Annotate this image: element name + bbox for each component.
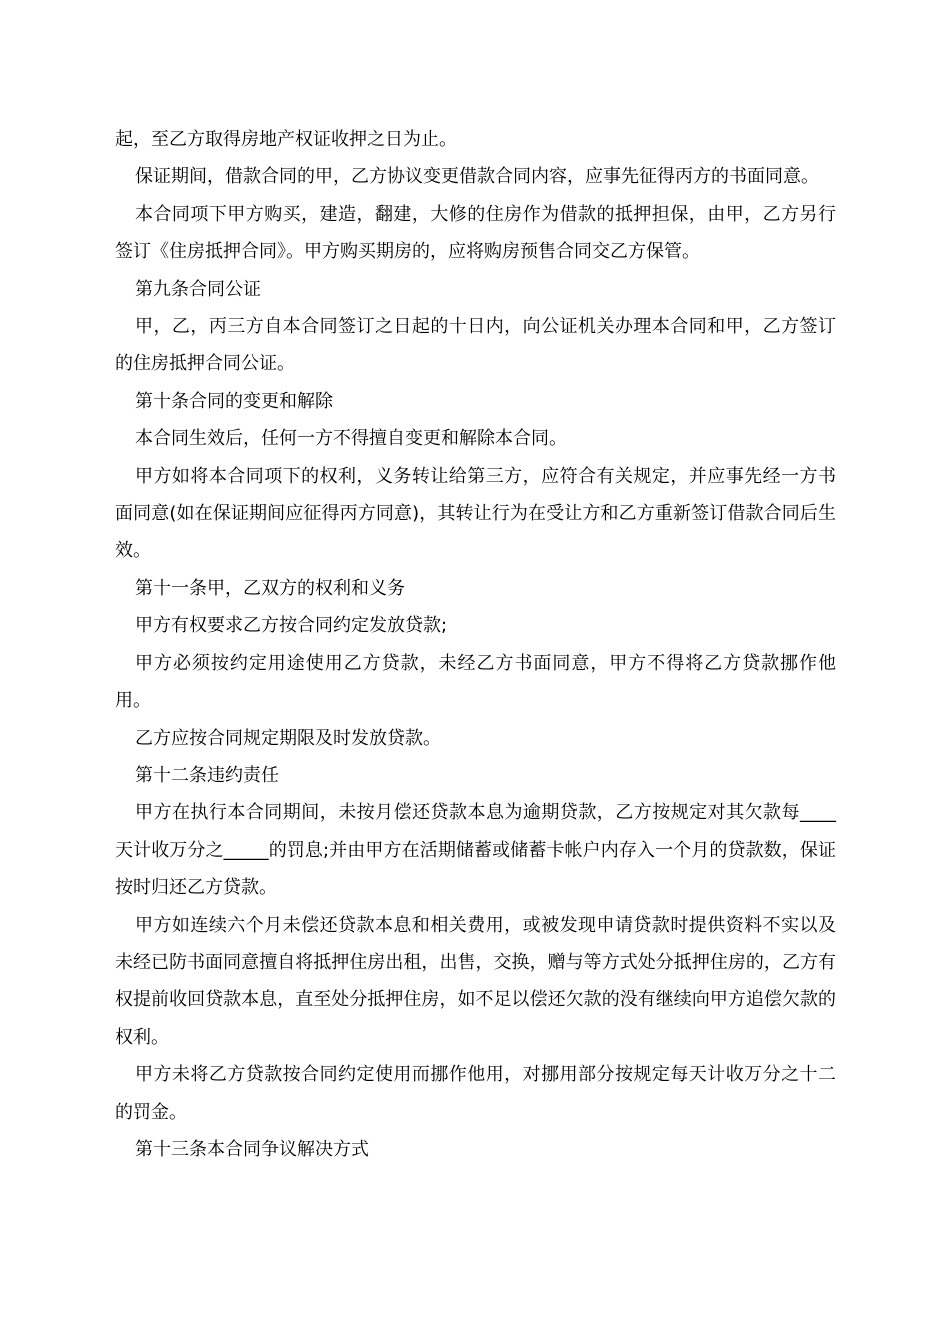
paragraph-misuse-fine: 甲方未将乙方贷款按合同约定使用而挪作他用，对挪用部分按规定每天计收万分之十二的罚金。 [115,1064,836,1123]
section-heading-12: 第十二条违约责任 [135,764,279,786]
section-heading-11: 第十一条甲，乙双方的权利和义务 [135,577,405,599]
document-body [115,121,836,1168]
paragraph-timely-release: 乙方应按合同规定期限及时发放贷款。 [135,727,441,749]
paragraph-no-unilateral-change: 本合同生效后，任何一方不得擅自变更和解除本合同。 [135,428,567,450]
paragraph-continuation: 起，至乙方取得房地产权证收押之日为止。 [115,129,457,150]
section-heading-13: 第十三条本合同争议解决方式 [135,1138,369,1160]
paragraph-early-recall: 甲方如连续六个月未偿还贷款本息和相关费用，或被发现申请贷款时提供资料不实以及未经已防书面同意擅自将抵押住房出租，出售，交换，赠与等方式处分抵押住房的，乙方有权提前收回贷款本息，直至处分抵押住房，如不足以偿还欠款的没有继续向甲方追偿欠款的权利。 [115,914,836,1048]
paragraph-mortgage-guarantee: 本合同项下甲方购买，建造，翻建，大修的住房作为借款的抵押担保，由甲，乙方另行签订《住房抵押合同》。甲方购买期房的，应将购房预售合同交乙方保管。 [115,203,836,263]
section-heading-10: 第十条合同的变更和解除 [135,390,333,412]
paragraph-guarantee-period: 保证期间，借款合同的甲，乙方协议变更借款合同内容，应事先征得丙方的书面同意。 [135,166,819,188]
paragraph-overdue-penalty: 甲方在执行本合同期间，未按月偿还贷款本息为逾期贷款，乙方按规定对其欠款每____天计收万分之_____的罚息;并由甲方在活期储蓄或储蓄卡帐户内存入一个月的贷款数，保证按时归还乙方贷款。 [115,802,836,899]
section-heading-9: 第九条合同公证 [135,278,261,300]
paragraph-loan-usage: 甲方必须按约定用途使用乙方贷款，未经乙方书面同意，甲方不得将乙方贷款挪作他用。 [115,652,836,712]
paragraph-right-to-loan: 甲方有权要求乙方按合同约定发放贷款; [135,615,448,637]
paragraph-transfer-rights: 甲方如将本合同项下的权利，义务转让给第三方，应符合有关规定，并应事先经一方书面同意(如在保证期间应征得丙方同意)，其转让行为在受让方和乙方重新签订借款合同后生效。 [115,465,836,562]
paragraph-notarization: 甲，乙，丙三方自本合同签订之日起的十日内，向公证机关办理本合同和甲，乙方签订的住房抵押合同公证。 [115,316,836,375]
